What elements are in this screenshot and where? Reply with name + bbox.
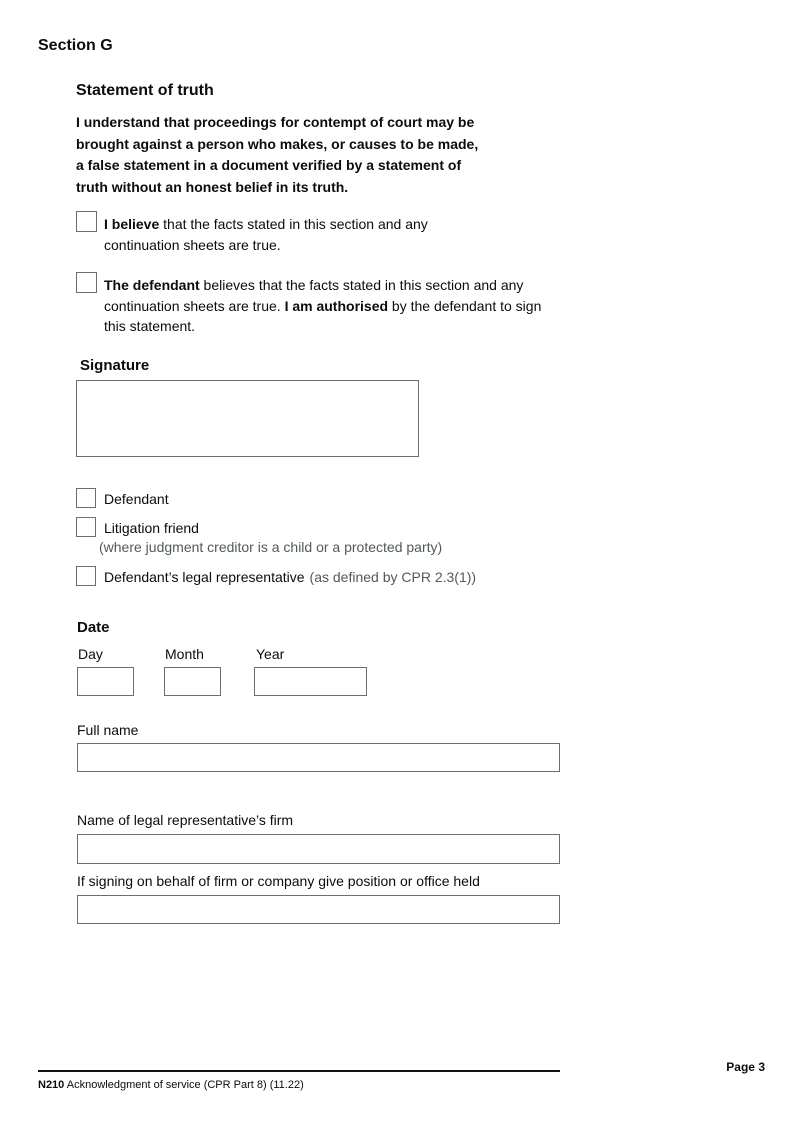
position-input[interactable] [77,895,560,924]
defendant-believes-checkbox[interactable] [76,272,97,293]
year-label: Year [256,646,285,662]
defendant-believes-bold: The defendant [104,277,200,293]
contempt-warning-line: truth without an honest belief in its truth. [76,178,349,195]
form-title: Acknowledgment of service (CPR Part 8) (11.22) [66,1079,304,1091]
day-label: Day [78,646,103,662]
i-believe-label-bold: I believe [104,216,160,232]
day-input[interactable] [77,667,134,696]
section-heading: Section G [38,37,113,54]
month-input[interactable] [164,667,221,696]
authorised-text: by the defendant to sign this statement. [104,297,542,334]
year-input[interactable] [254,667,367,696]
date-label: Date [77,619,110,636]
signatory-legal-representative-checkbox[interactable] [76,566,96,586]
i-believe-option [76,211,536,255]
signatory-litigation-friend-option [76,517,536,559]
contempt-warning-line: brought against a person who makes, or causes to be made, [76,135,479,152]
full-name-label: Full name [77,722,139,738]
signatory-litigation-friend-label: Litigation friend [104,520,199,536]
legal-representative-text: Defendant’s legal representative [104,569,305,585]
page-number: Page 3 [726,1060,765,1074]
signatory-legal-representative-label [104,567,476,588]
signature-label: Signature [80,357,150,374]
signatory-defendant-option [76,488,496,508]
signatory-defendant-label: Defendant [104,491,169,507]
signatory-legal-representative-option [76,566,556,586]
i-believe-checkbox[interactable] [76,211,97,232]
litigation-friend-note: (where judgment creditor is a child or a protected party) [99,539,443,555]
contempt-warning-line: a false statement in a document verified by a statement of [76,157,462,174]
defendant-believes-text: believes that the facts stated in this section and any continuation sheets are true. [104,277,524,314]
footer-form-reference [38,1079,304,1092]
position-label: If signing on behalf of firm or company give position or office held [77,873,480,889]
footer-rule [38,1070,560,1072]
i-believe-label [104,214,496,255]
form-code: N210 [38,1079,65,1091]
statement-of-truth-heading: Statement of truth [76,82,214,99]
i-believe-label-text: that the facts stated in this section and any continuation sheets are true. [104,216,428,253]
signatory-litigation-friend-checkbox[interactable] [76,517,96,537]
defendant-believes-label [104,275,546,337]
authorised-bold: I am authorised [284,297,389,314]
signatory-defendant-checkbox[interactable] [76,488,96,508]
legal-representative-note: (as defined by CPR 2.3(1)) [309,569,477,585]
contempt-warning-line: I understand that proceedings for contempt of court may be [76,114,475,130]
firm-label: Name of legal representative’s firm [77,812,294,828]
full-name-input[interactable] [77,743,560,772]
firm-input[interactable] [77,834,560,864]
defendant-believes-option [76,272,546,336]
signature-box[interactable] [76,380,419,457]
contempt-warning [76,112,556,198]
month-label: Month [165,646,204,662]
